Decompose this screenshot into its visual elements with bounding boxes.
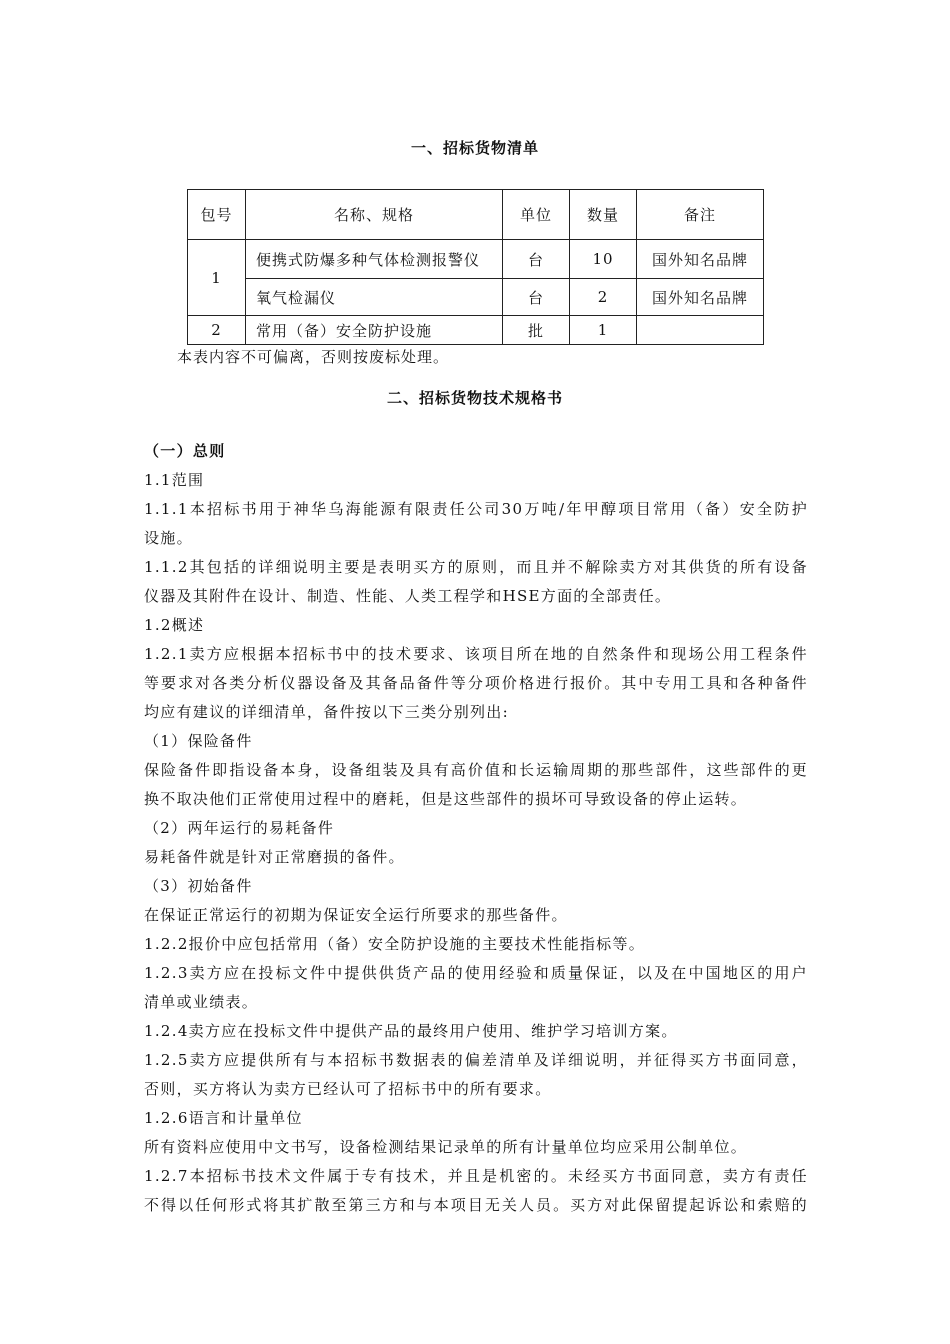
- cell-remark: 国外知名品牌: [637, 240, 764, 279]
- table-row: [188, 279, 764, 316]
- paragraph-line: 保险备件即指设备本身，设备组装及具有高价值和长运输周期的那些部件，这些部件的更: [144, 761, 808, 779]
- paragraph-line: （3）初始备件: [144, 877, 253, 895]
- cell-unit: 台: [503, 240, 570, 279]
- cell-package-no: 2: [188, 316, 246, 345]
- paragraph-line: 1.2.5卖方应提供所有与本招标书数据表的偏差清单及详细说明，并征得买方书面同意，: [144, 1051, 808, 1069]
- header-remark: 备注: [637, 190, 764, 240]
- paragraph-line: 设施。: [144, 529, 193, 547]
- goods-list-table: [187, 189, 764, 345]
- header-name-spec: 名称、规格: [246, 190, 503, 240]
- paragraph-line: 1.2.4卖方应在投标文件中提供产品的最终用户使用、维护学习培训方案。: [144, 1022, 678, 1040]
- paragraph-line: 易耗备件就是针对正常磨损的备件。: [144, 848, 405, 866]
- table-note: 本表内容不可偏离，否则按废标处理。: [177, 348, 450, 366]
- paragraph-line: 所有资料应使用中文书写，设备检测结果记录单的所有计量单位均应采用公制单位。: [144, 1138, 748, 1156]
- paragraph-line: 1.1范围: [144, 471, 205, 489]
- cell-package-no: 1: [188, 240, 246, 316]
- paragraph-line: 1.2.3卖方应在投标文件中提供供货产品的使用经验和质量保证，以及在中国地区的用户: [144, 964, 808, 982]
- paragraph-line: 不得以任何形式将其扩散至第三方和与本项目无关人员。买方对此保留提起诉讼和索赔的: [144, 1196, 808, 1214]
- paragraph-line: 仪器及其附件在设计、制造、性能、人类工程学和HSE方面的全部责任。: [144, 587, 672, 605]
- paragraph-line: 1.2.6语言和计量单位: [144, 1109, 303, 1127]
- cell-quantity: 2: [570, 279, 637, 316]
- paragraph-line: 1.2.1卖方应根据本招标书中的技术要求、该项目所在地的自然条件和现场公用工程条件: [144, 645, 808, 663]
- section-title-tech-spec: 二、招标货物技术规格书: [386, 389, 563, 407]
- paragraph-line: 等要求对各类分析仪器设备及其备品备件等分项价格进行报价。其中专用工具和各种备件: [144, 674, 808, 692]
- header-quantity: 数量: [570, 190, 637, 240]
- paragraph-line: （1）保险备件: [144, 732, 253, 750]
- paragraph-line: 1.2概述: [144, 616, 205, 634]
- cell-unit: 台: [503, 279, 570, 316]
- cell-remark: [637, 316, 764, 345]
- cell-quantity: 10: [570, 240, 637, 279]
- paragraph-line: （2）两年运行的易耗备件: [144, 819, 335, 837]
- cell-unit: 批: [503, 316, 570, 345]
- header-unit: 单位: [503, 190, 570, 240]
- cell-name: 便携式防爆多种气体检测报警仪: [246, 240, 503, 279]
- table-header-row: [188, 190, 764, 240]
- paragraph-line: 否则，买方将认为卖方已经认可了招标书中的所有要求。: [144, 1080, 552, 1098]
- cell-remark: 国外知名品牌: [637, 279, 764, 316]
- section-title-goods-list: 一、招标货物清单: [410, 139, 539, 157]
- cell-name: 常用（备）安全防护设施: [246, 316, 503, 345]
- paragraph-line: 清单或业绩表。: [144, 993, 259, 1011]
- paragraph-line: 换不取决他们正常使用过程中的磨耗，但是这些部件的损坏可导致设备的停止运转。: [144, 790, 748, 808]
- paragraph-line: 在保证正常运行的初期为保证安全运行所要求的那些备件。: [144, 906, 568, 924]
- cell-quantity: 1: [570, 316, 637, 345]
- paragraph-line: 1.1.1本招标书用于神华乌海能源有限责任公司30万吨/年甲醇项目常用（备）安全防护: [144, 500, 808, 518]
- table-row: [188, 316, 764, 345]
- table-row: [188, 240, 764, 279]
- paragraph-line: 1.1.2其包括的详细说明主要是表明买方的原则，而且并不解除卖方对其供货的所有设备: [144, 558, 808, 576]
- body-text: [144, 437, 808, 1220]
- cell-name: 氧气检漏仪: [246, 279, 503, 316]
- paragraph-line: 1.2.7本招标书技术文件属于专有技术，并且是机密的。未经买方书面同意，卖方有责任: [144, 1167, 808, 1185]
- paragraph-line: 1.2.2报价中应包括常用（备）安全防护设施的主要技术性能指标等。: [144, 935, 646, 953]
- header-package-no: 包号: [188, 190, 246, 240]
- paragraph-line: 均应有建议的详细清单，备件按以下三类分别列出:: [144, 703, 509, 721]
- subsection-heading: （一）总则: [144, 442, 226, 460]
